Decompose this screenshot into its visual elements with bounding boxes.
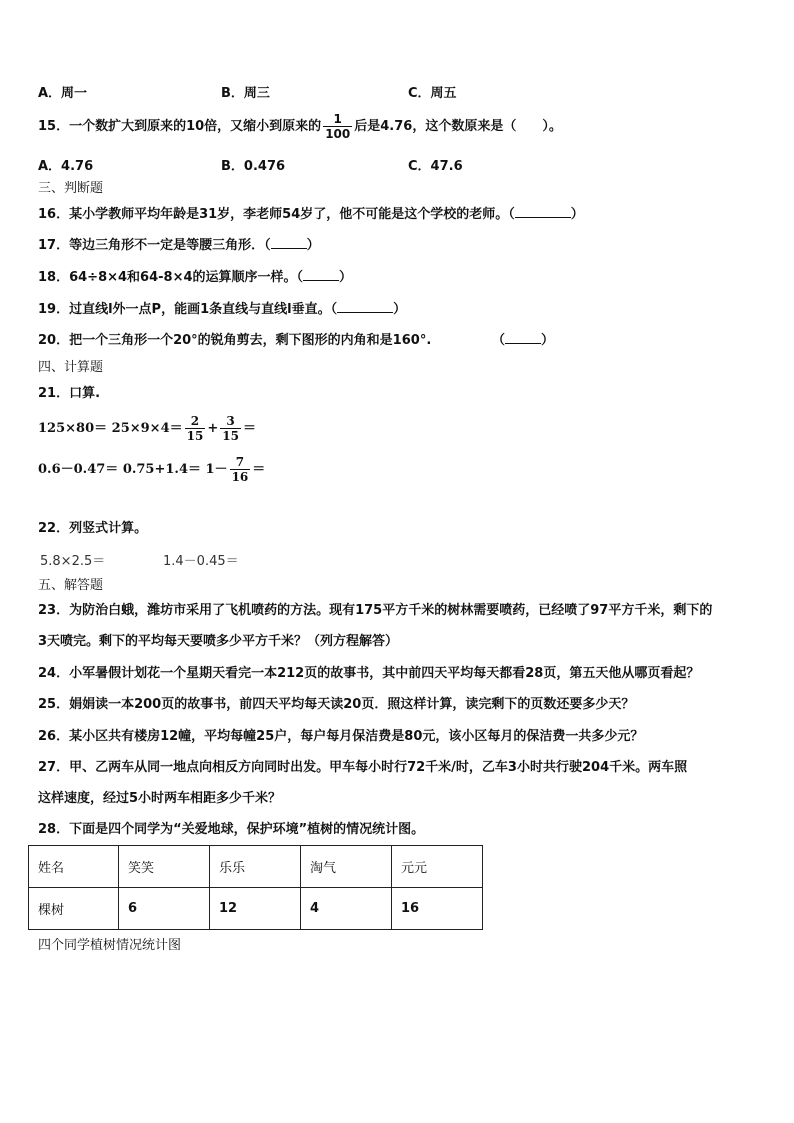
q15-text-post: 后是4.76，这个数原来是（ ）。 <box>354 119 562 134</box>
q21-r1-frac-2-num: 3 <box>220 414 241 429</box>
question-20 <box>38 331 431 351</box>
table-cell: 16 <box>392 888 483 930</box>
q19-answer-blank[interactable] <box>337 300 393 313</box>
q27-line-2: 这样速度，经过5小时两车相距多少千米？ <box>38 791 282 806</box>
q27-line-1: 27．甲、乙两车从同一地点向相反方向同时出发。甲车每小时行72千米/时，乙车3小时共行驶204千米。两车照 <box>38 760 688 775</box>
q21-r1-frac-1-den: 15 <box>186 429 204 443</box>
q21-r1-op: + <box>207 421 219 436</box>
q14-option-c: C．周五 <box>408 86 457 101</box>
question-17 <box>38 236 320 256</box>
q20-text: 20．把一个三角形一个20°的锐角剪去，剩下图形的内角和是160°. <box>38 333 432 348</box>
q17-answer-blank[interactable] <box>271 236 307 249</box>
q21-r2-frac-den: 16 <box>231 470 249 484</box>
section-5-heading: 五、解答题 <box>38 578 104 593</box>
table-cell: 6 <box>119 888 210 930</box>
question-25: 25．娟娟读一本200页的故事书，前四天平均每天读20页．照这样计算，读完剩下的页数还要多少天？ <box>38 697 635 712</box>
q21-title: 21．口算. <box>38 386 101 401</box>
question-18 <box>38 268 352 288</box>
q19-text: 19．过直线l外一点P，能画1条直线与直线l垂直。（ <box>38 302 338 317</box>
q14-option-b: B．周三 <box>221 86 270 101</box>
q15-fraction <box>323 112 352 141</box>
q17-text: 17．等边三角形不一定是等腰三角形．（ <box>38 238 271 253</box>
q22-b: 1.4－0.45＝ <box>163 554 239 569</box>
question-24: 24．小军暑假计划花一个星期天看完一本212页的故事书，其中前四天平均每天都看28页，第五天他从哪页看起？ <box>38 666 700 681</box>
question-15 <box>38 110 562 144</box>
q23-line-1: 23．为防治白蛾，潍坊市采用了飞机喷药的方法。现有175平方千米的树林需要喷药，已经喷了97平方千米，剩下的 <box>38 603 713 618</box>
q18-answer-blank[interactable] <box>303 268 339 281</box>
table-header-cell: 姓名 <box>29 846 119 888</box>
section-4-heading: 四、计算题 <box>38 360 104 375</box>
section-3-heading: 三、判断题 <box>38 181 104 196</box>
q21-r2-pre: 1－ <box>205 462 228 477</box>
q15-option-b: B．0.476 <box>221 159 286 174</box>
q23-line-2 <box>38 632 398 652</box>
q18-text: 18．64÷8×4和64-8×4的运算顺序一样。（ <box>38 270 304 285</box>
q15-text-pre: 15．一个数扩大到原来的10倍，又缩小到原来的 <box>38 119 322 134</box>
q19-close: ） <box>393 302 407 317</box>
q21-r1-b: 25×9×4＝ <box>111 421 183 436</box>
q28-title: 28．下面是四个同学为“关爱地球，保护环境”植树的情况统计图。 <box>38 822 425 837</box>
q21-r2-b: 0.75+1.4＝ <box>122 462 201 477</box>
q20-close: ） <box>541 333 555 348</box>
q23-note: （列方程解答） <box>307 634 399 649</box>
q21-r1-eq: ＝ <box>242 421 256 436</box>
q21-r1-a: 125×80＝ <box>38 421 108 436</box>
table-cell: 4 <box>301 888 392 930</box>
q28-caption: 四个同学植树情况统计图 <box>38 938 182 953</box>
tree-planting-table <box>28 845 483 930</box>
table-row-label: 棵树 <box>29 888 119 930</box>
q16-answer-blank[interactable] <box>515 205 571 218</box>
table-header-cell: 元元 <box>392 846 483 888</box>
q21-r2-a: 0.6－0.47＝ <box>38 462 119 477</box>
q21-r1-frac-1-num: 2 <box>185 414 206 429</box>
table-header-cell: 笑笑 <box>119 846 210 888</box>
table-cell: 12 <box>210 888 301 930</box>
table-header-cell: 淘气 <box>301 846 392 888</box>
question-26: 26．某小区共有楼房12幢，平均每幢25户，每户每月保洁费是80元，该小区每月的保洁费一共多少元？ <box>38 729 644 744</box>
q21-r1-frac-2 <box>220 414 241 443</box>
table-header-cell: 乐乐 <box>210 846 301 888</box>
q16-close: ） <box>570 207 584 222</box>
q16-text: 16．某小学教师平均年龄是31岁，李老师54岁了，他不可能是这个学校的老师。（ <box>38 207 515 222</box>
q21-row-1 <box>38 411 256 447</box>
table-header-row <box>29 846 483 888</box>
q20-answer-blank[interactable] <box>505 331 541 344</box>
q20-answer <box>492 331 554 351</box>
q23-line-2-text: 3天喷完。剩下的平均每天要喷多少平方千米？ <box>38 634 308 649</box>
q15-frac-den: 100 <box>325 127 351 141</box>
question-16 <box>38 205 584 225</box>
q15-frac-num: 1 <box>323 112 352 127</box>
q22-a: 5.8×2.5＝ <box>40 554 106 569</box>
question-19 <box>38 300 406 320</box>
q21-r1-frac-2-den: 15 <box>222 429 239 443</box>
q21-row-2 <box>38 452 265 488</box>
q14-option-a: A．周一 <box>38 86 88 101</box>
q22-title: 22．列竖式计算。 <box>38 521 148 536</box>
q20-open: （ <box>492 333 506 348</box>
q17-close: ） <box>306 238 320 253</box>
q18-close: ） <box>339 270 353 285</box>
q21-r2-eq: ＝ <box>252 462 266 477</box>
q21-r1-frac-1 <box>185 414 206 443</box>
q15-option-c: C．47.6 <box>408 159 463 174</box>
q21-r2-frac <box>230 455 251 484</box>
table-row <box>29 888 483 930</box>
q21-r2-frac-num: 7 <box>230 455 251 470</box>
q15-option-a: A．4.76 <box>38 159 94 174</box>
